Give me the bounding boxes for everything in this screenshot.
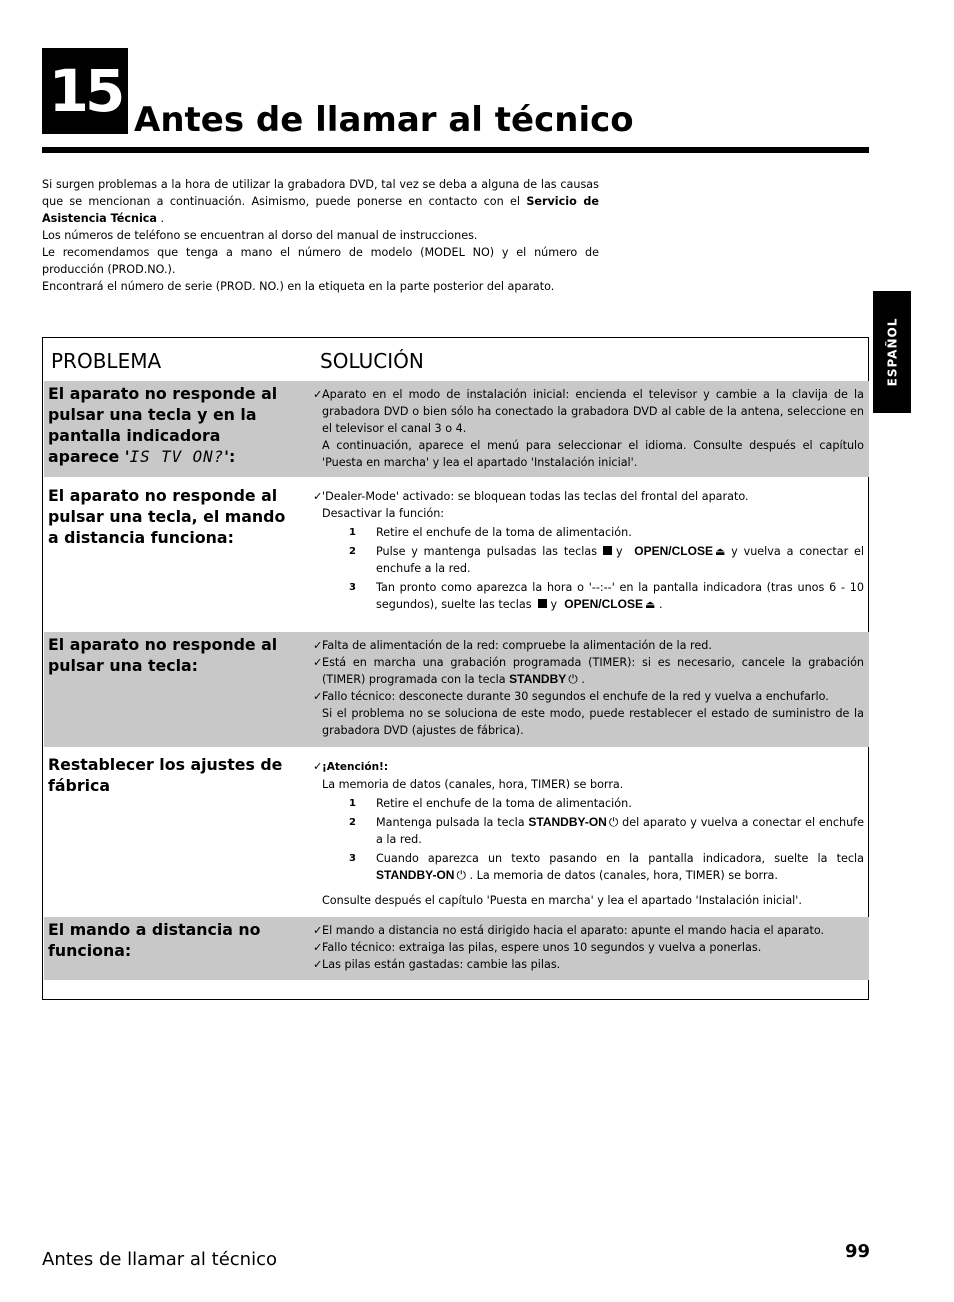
check-icon: ✓ — [313, 690, 323, 703]
list-item: 2 Pulse y mantenga pulsadas las teclas y OPEN/CLOSE ⏏ y vuelva a conectar el enchufe a la red. — [349, 544, 864, 575]
service-name: Servicio de Asistencia Técnica — [42, 195, 599, 225]
intro-paragraph: Encontrará el número de serie (PROD. NO.) en la etiqueta en la parte posterior del aparato. — [42, 280, 555, 293]
list-item: 2 Mantenga pulsada la tecla STANDBY-ON ⏻ del aparato y vuelva a conectar el enchufe a la red. — [349, 815, 864, 846]
page-number: 99 — [844, 1241, 870, 1262]
intro-paragraph: Los números de teléfono se encuentran al dorso del manual de instrucciones. — [42, 229, 478, 242]
problem-text: Restablecer los ajustes de fábrica — [48, 755, 283, 795]
list-item: 3 Cuando aparezca un texto pasando en la pantalla indicadora, suelte la tecla STANDBY-ON ⏻ . La memoria de datos (canales, hora, TIMER) se borra. — [349, 852, 864, 882]
table-row — [44, 917, 869, 980]
chapter-title: Antes de llamar al técnico — [134, 100, 634, 140]
eject-icon: ⏏ — [644, 598, 656, 611]
problem-text: El mando a distancia no funciona: — [48, 920, 261, 960]
power-icon: ⏻ — [608, 815, 619, 829]
problem-text: El aparato no responde al pulsar una tecla: — [48, 635, 278, 675]
check-icon: ✓ — [313, 656, 323, 669]
intro-paragraph: Si surgen problemas a la hora de utilizar la grabadora DVD, tal vez se deba a alguna de las causas que se mencionan a continuación. Asimismo, puede ponerse en contacto con el Servicio de Asistencia Técnica . — [42, 178, 599, 225]
check-icon: ✓ — [313, 924, 323, 937]
check-icon: ✓ — [313, 760, 323, 773]
header-solution: SOLUCIÓN — [320, 349, 424, 373]
power-icon: ⏻ — [568, 672, 578, 686]
list-item: 1 Retire el enchufe de la toma de alimentación. — [349, 797, 632, 810]
solution-text: ✓'Dealer-Mode' activado: se bloquean todas las teclas del frontal del aparato. Desactivar la función: 1 Retire el enchufe de la toma de alimentación. 2 Pulse y mantenga pulsadas las teclas y OPEN/CLOSE ⏏ y vuelva a conectar el enchufe a la red. 3 Tan pronto como aparezca la hora o '--:--' en la pantalla indicadora (tras unos 6 - 10 segundos), suelte las teclas y OPEN/CLOSE ⏏ . — [313, 490, 864, 611]
solution-text: ✓¡Atención!: La memoria de datos (canales, hora, TIMER) se borra. 1 Retire el enchufe de la toma de alimentación. 2 Mantenga pulsada la tecla STANDBY-ON ⏻ del aparato y vuelva a conectar el enchufe a la red. 3 Cuando aparezca un texto pasando en la pantalla indicadora, suelte la tecla STANDBY-ON ⏻ . La memoria de datos (canales, hora, TIMER) se borra. Consulte después el capítulo 'Puesta en marcha' y lea el apartado 'Instalación inicial'. — [313, 760, 864, 907]
title-rule — [42, 147, 869, 153]
power-icon: ⏻ — [456, 868, 466, 882]
language-tab: ESPAÑOL — [873, 291, 911, 413]
stop-icon — [538, 599, 547, 608]
problem-text: El aparato no responde al pulsar una tecla, el mando a distancia funciona: — [48, 486, 286, 547]
standby-on-key: STANDBY-ON — [528, 815, 607, 829]
lcd-message: IS TV ON? — [129, 447, 225, 466]
check-icon: ✓ — [313, 490, 323, 503]
stop-icon — [603, 546, 612, 555]
standby-key: STANDBY — [509, 672, 567, 686]
table-row — [44, 747, 869, 917]
troubleshooting-table — [42, 337, 869, 1000]
header-problem: PROBLEMA — [51, 349, 162, 373]
list-item: 3 Tan pronto como aparezca la hora o '--:--' en la pantalla indicadora (tras unos 6 - 10 segundos), suelte las teclas y OPEN/CLOSE ⏏ . — [349, 581, 864, 611]
open-close-key: OPEN/CLOSE — [564, 597, 643, 611]
table-row — [44, 477, 869, 632]
list-item: 1 Retire el enchufe de la toma de alimentación. — [349, 526, 632, 539]
footer-title: Antes de llamar al técnico — [42, 1249, 277, 1270]
check-icon: ✓ — [313, 388, 323, 401]
check-icon: ✓ — [313, 958, 323, 971]
standby-on-key: STANDBY-ON — [376, 868, 455, 882]
check-icon: ✓ — [313, 941, 323, 954]
table-row — [44, 632, 869, 747]
open-close-key: OPEN/CLOSE — [634, 544, 713, 558]
check-icon: ✓ — [313, 639, 323, 652]
solution-text: ✓Falta de alimentación de la red: compruebe la alimentación de la red. ✓Está en marcha una grabación programada (TIMER): si es necesario, cancele la grabación (TIMER) programada con la tecla STANDBY ⏻ . ✓Fallo técnico: desconecte durante 30 segundos el enchufe de la red y vuelva a enchufarlo. Si el problema no se soluciona de este modo, puede restablecer el estado de suministro de la grabadora DVD (ajustes de fábrica). — [313, 639, 864, 737]
table-row — [44, 381, 869, 477]
problem-text: El aparato no responde al pulsar una tecla y en la pantalla indicadora aparece 'IS TV ON?': — [48, 384, 278, 466]
solution-text: ✓Aparato en el modo de instalación inicial: encienda el televisor y cambie a la clavija de la grabadora DVD o bien sólo ha conectado la grabadora DVD al cable de la antena, seleccione en el televisor el canal 3 o 4. A continuación, aparece el menú para seleccionar el idioma. Consulte después el capítulo 'Puesta en marcha' y lea el apartado 'Instalación inicial'. — [313, 388, 864, 469]
intro-text — [42, 176, 599, 295]
eject-icon: ⏏ — [714, 545, 726, 558]
intro-paragraph: Le recomendamos que tenga a mano el número de modelo (MODEL NO) y el número de producción (PROD.NO.). — [42, 246, 599, 276]
solution-text: ✓El mando a distancia no está dirigido hacia el aparato: apunte el mando hacia el aparato. ✓Fallo técnico: extraiga las pilas, espere unos 10 segundos y vuelva a ponerlas. ✓Las pilas están gastadas: cambie las pilas. — [313, 924, 825, 971]
chapter-number: 15 — [42, 48, 128, 134]
